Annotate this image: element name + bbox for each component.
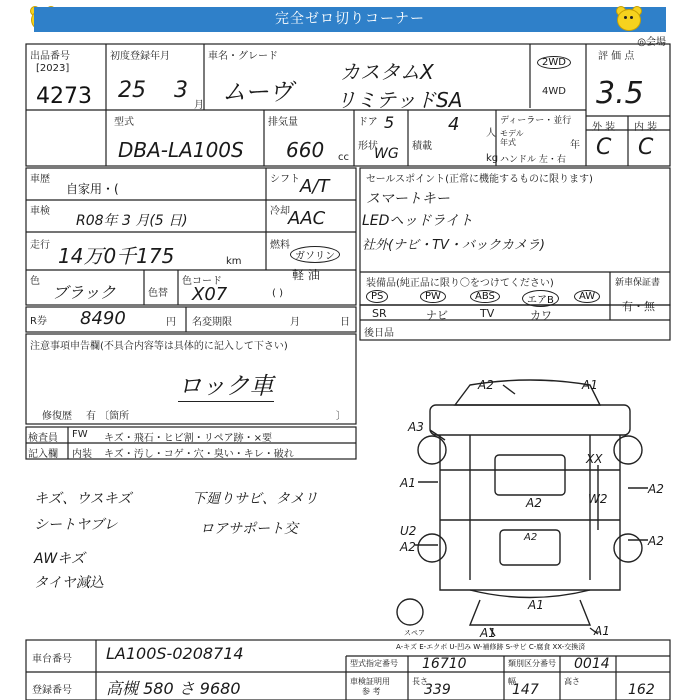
model-value: DBA-LA100S — [118, 138, 244, 162]
shift-label: シフト — [270, 174, 300, 185]
damage-mark: A2 — [648, 482, 664, 496]
score-label: 評 価 点 — [598, 51, 635, 62]
exterior-grade: C — [596, 135, 612, 160]
capacity-label: 積載 — [412, 141, 432, 152]
comment-left: シートヤブレ — [34, 517, 118, 533]
category-label: 類別区分番号 — [508, 659, 556, 668]
damage-mark: A2 — [648, 534, 664, 548]
equip-tv: TV — [480, 307, 495, 320]
damage-mark: A2 — [524, 532, 538, 543]
sales-point-item: LEDヘッドライト — [362, 213, 474, 229]
seats-value: 4 — [448, 114, 460, 135]
notes-label: 注意事項申告欄(不具合内容等は具体的に記入して下さい) — [30, 341, 288, 352]
displacement-label: 排気量 — [268, 117, 298, 128]
lot-year: [2023] — [36, 63, 70, 74]
inspector-interior: 内装 — [72, 449, 92, 460]
equip-sr: SR — [372, 307, 387, 320]
body-label: 形状 — [358, 141, 378, 152]
km-unit: km — [226, 256, 242, 267]
rear-items-label: 後日品 — [364, 328, 394, 339]
fuel-paren: ( ) — [272, 288, 283, 299]
kg-unit: kg — [486, 153, 499, 164]
height-label: 高さ — [564, 677, 580, 686]
equip-abs: ABS — [470, 290, 500, 303]
equip-pw: PW — [420, 290, 446, 303]
shift-value: A/T — [300, 176, 330, 197]
width-label: 幅 — [508, 677, 516, 686]
grade-line-1: カスタムX — [340, 60, 434, 84]
fuel-label: 燃料 — [270, 240, 290, 251]
mileage-value: 14万0千175 — [58, 244, 175, 268]
warranty-label: 新車保証書 — [615, 278, 661, 288]
doors-label: ドア — [358, 117, 378, 128]
yen-unit: 円 — [166, 317, 176, 328]
retouch-label: 色替 — [148, 288, 168, 299]
venue-mark: ◎会場 — [637, 37, 666, 48]
drive-4wd: 4WD — [542, 86, 566, 97]
inspector-row1: キズ・飛石・ヒビ割・リペア跡・×要 — [104, 433, 272, 444]
year-unit: 年 — [570, 140, 580, 151]
comment-right: ロアサポート交 — [200, 521, 298, 537]
reg-cert-label: 車検証明用 — [350, 677, 390, 686]
width-value: 147 — [512, 682, 539, 698]
reference-label: 参 考 — [362, 687, 381, 696]
damage-mark: XX — [586, 452, 603, 466]
recycle-fee: 8490 — [80, 308, 126, 329]
cc-unit: cc — [338, 152, 349, 163]
comment-left: キズ、ウスキズ — [34, 491, 132, 507]
length-value: 339 — [424, 682, 451, 698]
inspector-row2: キズ・汚し・コゲ・穴・臭い・キレ・破れ — [104, 449, 294, 460]
expiry-label: 名変期限 — [192, 317, 232, 328]
lot-label: 出品番号 — [30, 51, 70, 62]
handle-label: ハンドル 左・右 — [500, 155, 566, 165]
type-cert-value: 16710 — [422, 656, 467, 672]
fuel-gas: ガソリン — [290, 246, 340, 263]
car-name-label: 車名・グレード — [208, 51, 278, 62]
damage-mark: A1 — [400, 476, 416, 490]
damage-mark: A2 — [526, 496, 542, 510]
equip-airbag: エアB — [522, 290, 559, 307]
exterior-label: 外 装 — [592, 122, 616, 133]
recycle-label: R券 — [30, 316, 47, 327]
inspection-value: R08年 3 月(5 日) — [76, 213, 188, 229]
equip-ps: PS — [366, 290, 388, 303]
repair-label: 修復歴 — [42, 411, 72, 422]
history-label: 車歴 — [30, 174, 50, 185]
comment-left: AWキズ — [34, 551, 85, 567]
category-value: 0014 — [574, 656, 610, 672]
damage-mark: A2 — [478, 378, 494, 392]
drive-2wd: 2WD — [537, 56, 571, 69]
chassis-value: LA100S-0208714 — [106, 644, 244, 663]
type-cert-label: 型式指定番号 — [350, 659, 398, 668]
color-code-label: 色コード — [182, 276, 222, 287]
warranty-value: 有・無 — [622, 300, 655, 313]
spare-tire-label: スペア — [404, 629, 425, 637]
month-unit: 月 — [194, 100, 204, 111]
damage-mark: A1 — [582, 378, 598, 392]
sales-point-item: 社外(ナビ・TV・バックカメラ) — [362, 238, 545, 253]
color-label: 色 — [30, 276, 40, 287]
reg-year: 25 — [118, 78, 146, 103]
sales-point-item: スマートキー — [366, 191, 450, 207]
body-value: WG — [374, 146, 399, 162]
car-name: ムーヴ — [222, 78, 293, 106]
grade-line-2: リミテッドSA — [336, 88, 463, 112]
equipment-label: 装備品(純正品に限り〇をつけてください) — [366, 278, 554, 289]
score-value: 3.5 — [596, 76, 644, 111]
damage-mark: A1 — [594, 624, 610, 638]
inspector-note-label: 記入欄 — [28, 449, 58, 460]
reg-month: 3 — [174, 78, 188, 103]
damage-mark: A1 — [480, 626, 496, 640]
interior-grade: C — [638, 135, 654, 160]
notes-text: ロック車 — [178, 366, 274, 402]
diagram-legend: A-キズ E-エクボ U-凹み W-補修跡 S-サビ C-腐食 XX-交換済 — [396, 643, 586, 651]
seats-unit: 人 — [486, 128, 496, 139]
interior-label: 内 装 — [634, 122, 658, 133]
repair-close: 〕 — [336, 411, 346, 422]
reg-value: 高槻 580 さ 9680 — [106, 679, 241, 698]
displacement-value: 660 — [286, 138, 325, 162]
inspector-fw: FW — [72, 429, 88, 440]
doors-value: 5 — [384, 113, 395, 132]
inspector-label: 検査員 — [28, 433, 58, 444]
inspection-label: 車検 — [30, 206, 50, 217]
mileage-label: 走行 — [30, 240, 50, 251]
comment-left: タイヤ減込 — [34, 575, 104, 591]
lot-number: 4273 — [36, 84, 92, 109]
damage-mark: U2 — [400, 524, 417, 538]
model-year-label: モデル年式 — [500, 129, 524, 147]
sales-point-label: セールスポイント(正常に機能するものに限ります) — [366, 174, 593, 185]
damage-mark: A3 — [408, 420, 424, 434]
color-code-value: X07 — [192, 284, 228, 305]
repair-value: 有 〔箇所 — [86, 411, 130, 422]
model-label: 型式 — [114, 117, 134, 128]
height-value: 162 — [628, 682, 655, 698]
equip-leather: カワ — [530, 309, 552, 322]
damage-mark: A1 — [528, 598, 544, 612]
car-diagram — [397, 380, 648, 636]
comment-right: 下廻りサビ、タメリ — [192, 491, 318, 507]
equip-navi: ナビ — [426, 309, 448, 322]
chassis-label: 車台番号 — [32, 654, 72, 665]
dealer-label: ディーラー・並行 — [500, 116, 572, 126]
first-reg-label: 初度登録年月 — [110, 51, 170, 62]
expiry-month: 月 — [290, 317, 300, 328]
history-value: 自家用・( — [66, 182, 119, 196]
length-label: 長さ — [412, 677, 428, 686]
damage-mark: W2 — [588, 492, 608, 506]
damage-mark: A2 — [400, 540, 416, 554]
fuel-diesel: 軽 油 — [292, 268, 320, 282]
ac-value: AAC — [288, 208, 326, 229]
equip-aw: AW — [574, 290, 600, 303]
color-value: ブラック — [52, 283, 116, 302]
ac-label: 冷却 — [270, 206, 290, 217]
expiry-day: 日 — [340, 317, 350, 328]
reg-label: 登録番号 — [32, 685, 72, 696]
banner-title: 完全ゼロ切りコーナー — [34, 7, 666, 32]
